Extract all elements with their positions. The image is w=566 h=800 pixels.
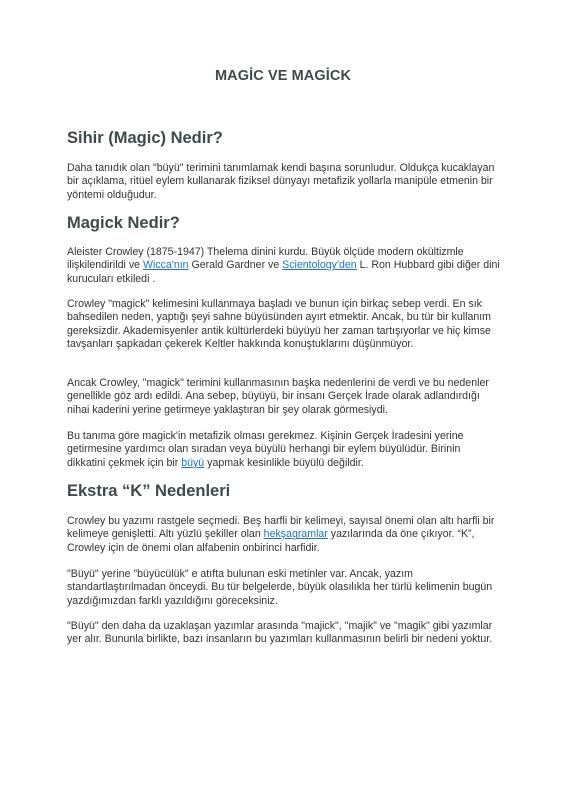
paragraph-ekstra-2: "Büyü" yerine "büyücülük" e atıfta bulunan eski metinler var. Ancak, yazım standartlaştırılmadan önceydi. Bu tür belgelerde, büyük olasılıkla her türlü kelimenin bugün yazdığımızdan farklı yazıldığını göreceksiniz. [67,568,493,607]
paragraph-magick-1: Aleister Crowley (1875-1947) Thelema dinini kurdu. Büyük ölçüde modern okültizmle ilişkilendirildi ve Wicca'nın Gerald Gardner ve Scientology'den L. Ron Hubbard gibi diğer dini kurucuları etkiledi . [67,246,500,285]
paragraph-magick-2: Crowley "magick" kelimesini kullanmaya başladı ve bunun için birkaç sebep verdi. En sık bahsedilen neden, yaptığı şeyi sahne büyüsünden ayırt etmektir. Ancak, bu tür bir kullanım gereksizdir. Akademisyenler antik kültürlerdeki büyüyü her zaman tartışıyorlar ve hiç kimse tavşanları şapkadan çekerek Keltler hakkında konuştuklarını düşünmüyor. [67,298,492,351]
paragraph-ekstra-3: "Büyü" den daha da uzaklaşan yazımlar arasında "majick", "majik" ve "magik" gibi yazımlar yer alır. Bununla birlikte, bazı insanların bu yazımları kullanmasının belirli bir nedeni yoktur. [67,620,493,646]
paragraph-magick-4: Bu tanıma göre magick'in metafizik olması gerekmez. Kişinin Gerçek İradesini yerine getirmesine yardımcı olan sıradan veya büyülü herhangi bir eylem büyülüdür. Birinin dikkatini çekmek için bir büyü yapmak kesinlikle büyülü değildir. [67,430,464,469]
paragraph-sihir-1: Daha tanıdık olan "büyü" terimini tanımlamak kendi başına sorunludur. Oldukça kucaklayan bir açıklama, ritüel eylem kullanarak fiziksel dünyayı metafizik yollarla manipüle etmenin bir yöntemi olduğudur. [67,162,495,201]
paragraph-ekstra-1: Crowley bu yazımı rastgele seçmedi. Beş harfli bir kelimeyi, sayısal önemi olan altı harfli bir kelimeye genişletti. Altı yüzlü şekiller olan hekşagramlar yazılarında da öne çıkıyor. “K”, Crowley için de önemi olan alfabenin onbirinci harfidir. [67,515,495,554]
buyu-link[interactable]: büyü [181,456,205,469]
section-heading-magick: Magick Nedir? [67,214,180,232]
scientology-link[interactable]: Scientology'den [282,259,357,272]
wicca-link[interactable]: Wicca'nın [142,259,189,272]
section-heading-sihir: Sihir (Magic) Nedir? [67,129,223,147]
page-title: MAGİC VE MAGİCK [214,68,352,84]
section-heading-ekstra-k: Ekstra “K” Nedenleri [67,482,231,500]
paragraph-magick-3: Ancak Crowley, "magick" terimini kullanmasının başka nedenlerini de verdi ve bu nedenler genellikle göz ardı edildi. Ana sebep, büyüyü, bir insanı Gerçek İrade olarak adlandırdığı nihai kaderini yerine getirmeye yaklaştıran bir şey olarak görmesiydi. [67,377,489,416]
heksagramlar-link[interactable]: hekşagramlar [263,528,328,541]
